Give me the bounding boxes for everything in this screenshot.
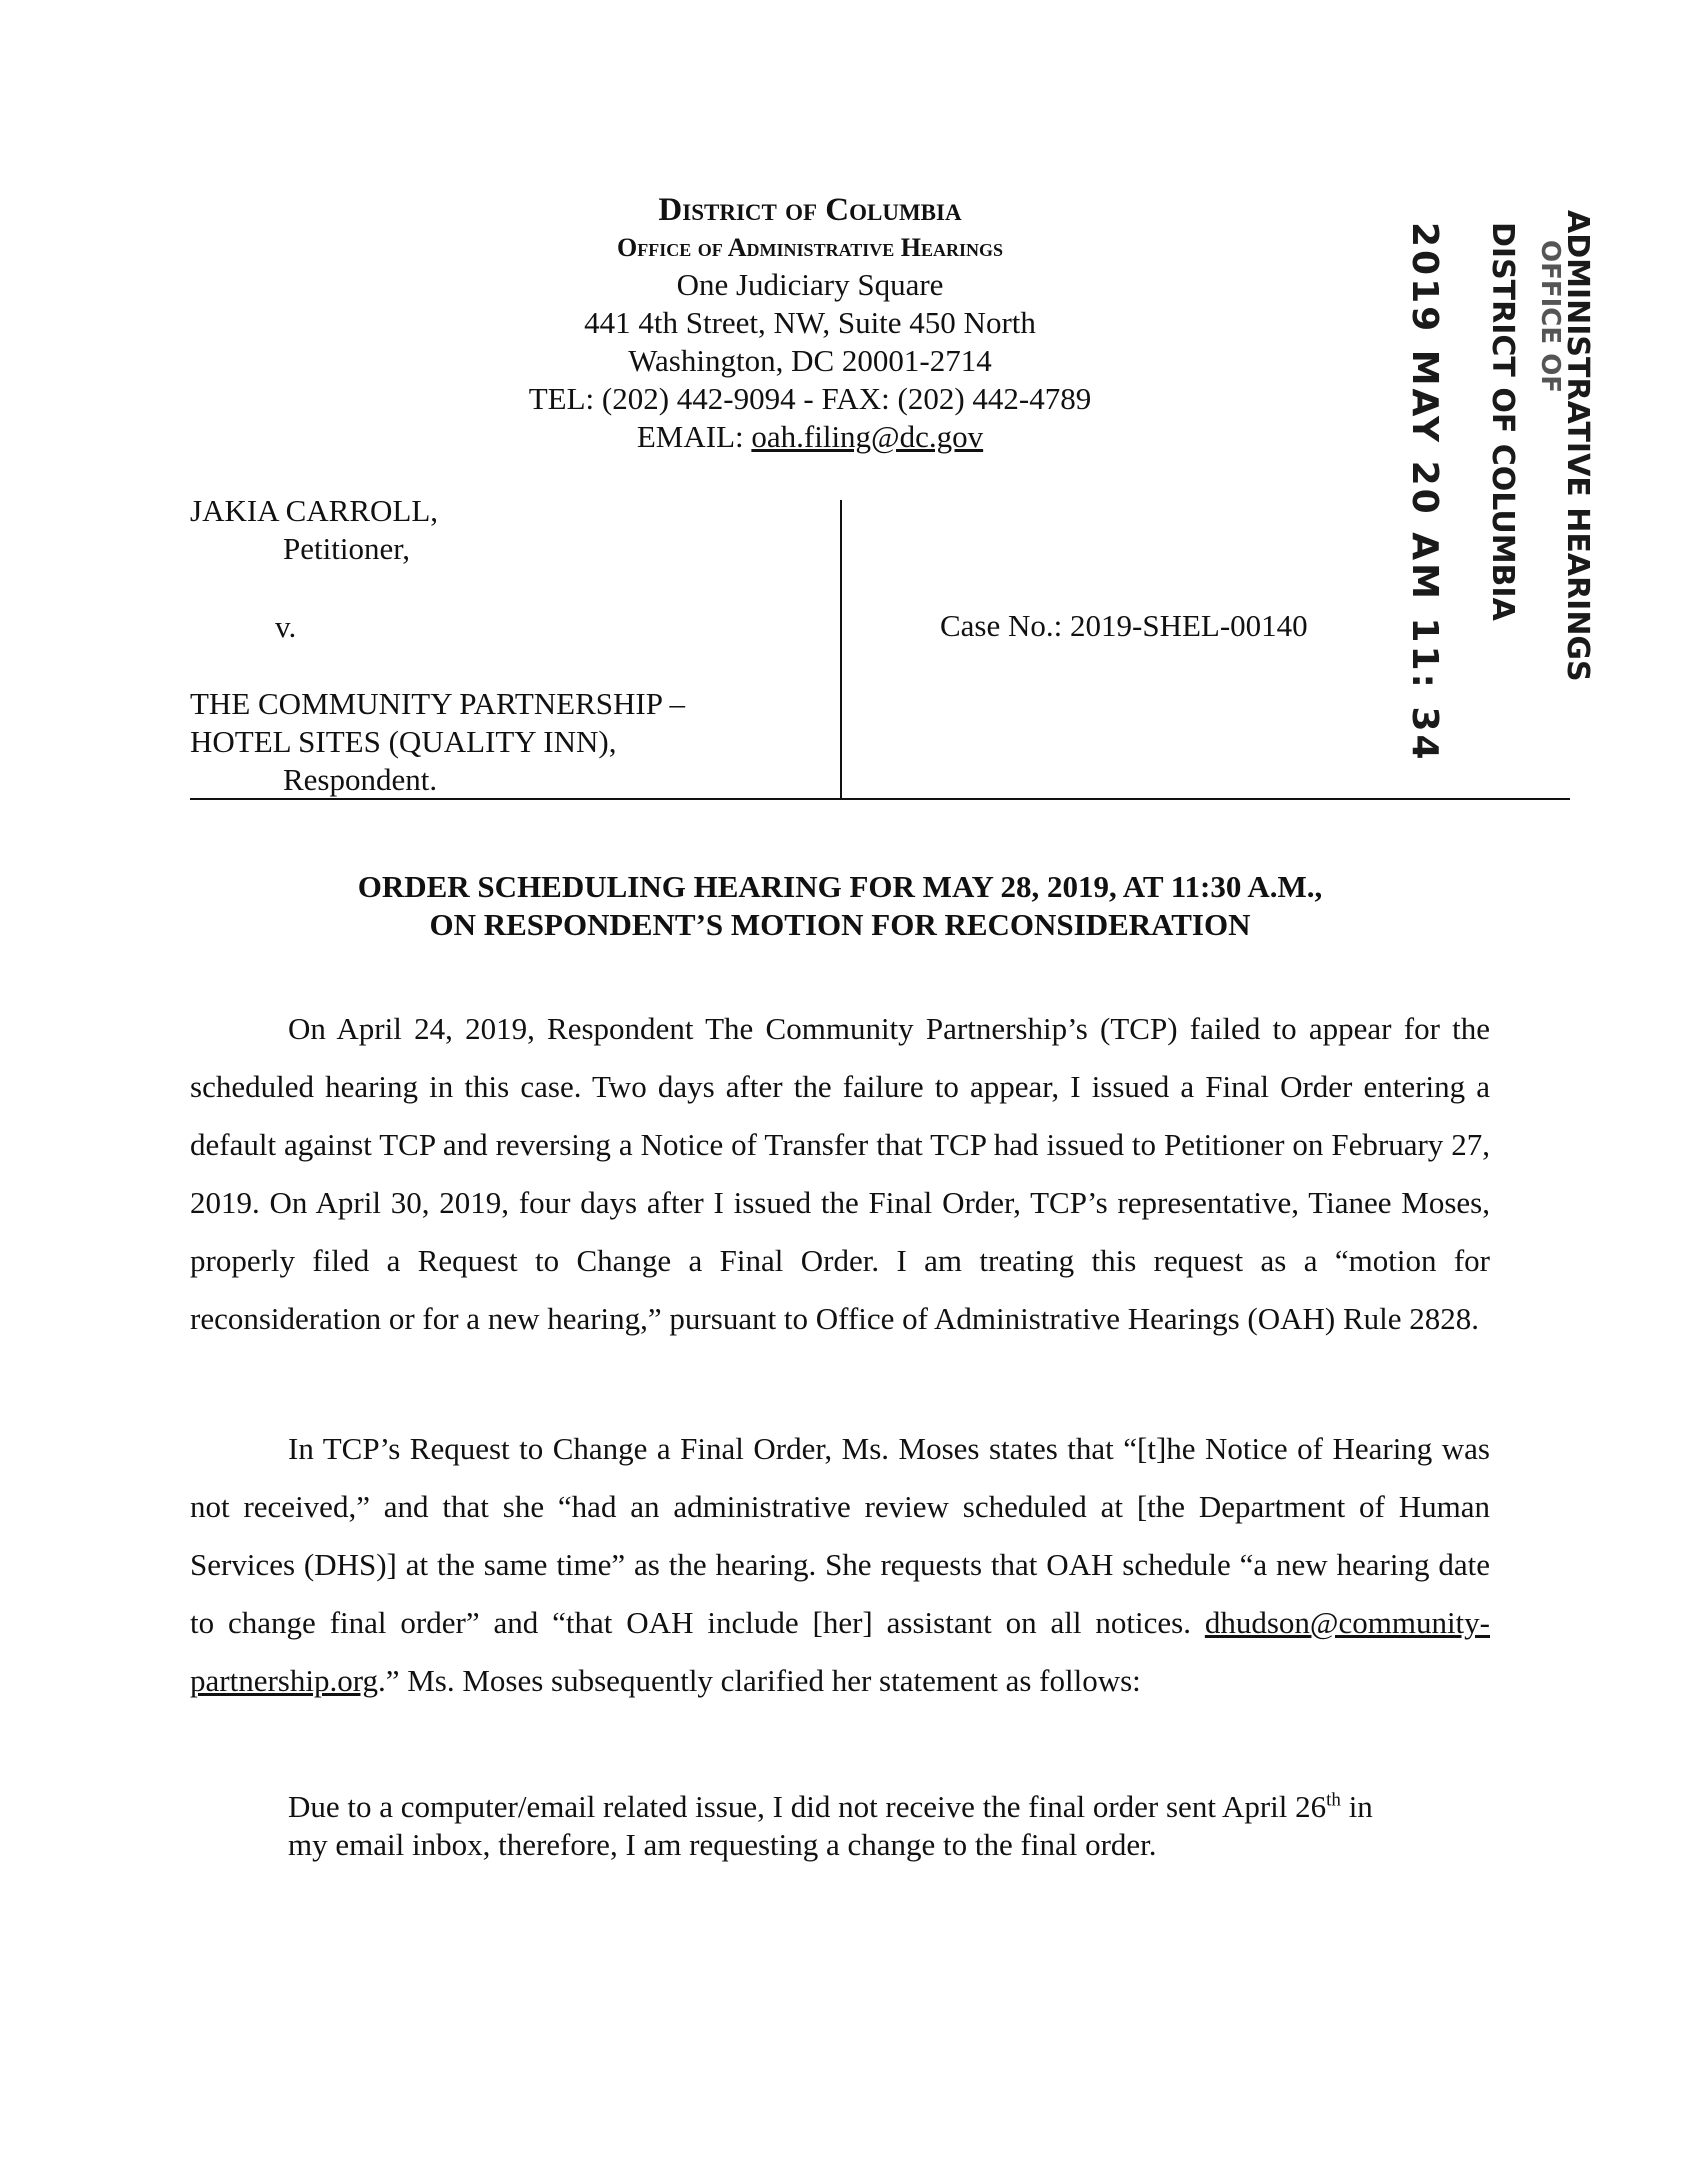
email-line bbox=[420, 418, 1200, 456]
stamp-district: DISTRICT OF COLUMBIA bbox=[1485, 222, 1520, 621]
letterhead bbox=[420, 190, 1200, 456]
address-line-1: One Judiciary Square bbox=[676, 267, 944, 302]
block-quote bbox=[288, 1788, 1388, 1864]
address-line-2: 441 4th Street, NW, Suite 450 North bbox=[584, 305, 1036, 340]
respondent-role: Respondent. bbox=[283, 762, 438, 797]
stamp-datetime: 2019 MAY 20 AM 11: 34 bbox=[1404, 222, 1445, 763]
stamp-hearings: ADMINISTRATIVE HEARINGS bbox=[1560, 210, 1595, 682]
agency-name: District of Columbia bbox=[658, 192, 962, 228]
case-caption bbox=[190, 480, 1570, 800]
petitioner-role: Petitioner, bbox=[283, 531, 411, 566]
paragraph-2 bbox=[190, 1420, 1490, 1710]
order-title bbox=[190, 868, 1490, 944]
petitioner-name: JAKIA CARROLL, bbox=[190, 493, 439, 528]
quote-text-2: in my email inbox, therefore, I am requesting a change to the final order. bbox=[288, 1789, 1373, 1862]
assistant-email-link[interactable]: dhudson@community-partnership.org bbox=[190, 1605, 1490, 1698]
email-label: EMAIL: bbox=[636, 419, 744, 454]
versus: v. bbox=[275, 609, 297, 644]
caption-underline bbox=[190, 798, 1570, 800]
order-title-line-2: ON RESPONDENT’S MOTION FOR RECONSIDERATION bbox=[429, 907, 1251, 942]
phone-fax: TEL: (202) 442-9094 - FAX: (202) 442-4789 bbox=[528, 381, 1092, 416]
quote-text-1: Due to a computer/email related issue, I did not receive the final order sent April 26 bbox=[288, 1789, 1327, 1824]
office-name: Office of Administrative Hearings bbox=[617, 233, 1003, 262]
paragraph-1 bbox=[190, 1000, 1490, 1348]
respondent-line-2: HOTEL SITES (QUALITY INN), bbox=[190, 724, 617, 759]
case-number: Case No.: 2019-SHEL-00140 bbox=[940, 608, 1308, 643]
address-line-3: Washington, DC 20001-2714 bbox=[628, 343, 992, 378]
paragraph-1-text: On April 24, 2019, Respondent The Community Partnership’s (TCP) failed to appear for the scheduled hearing in this case. Two days after the failure to appear, I issued a Final Order entering a default against TCP and reversing a Notice of Transfer that TCP had issued to Petitioner on February 27, 2019. On April 30, 2019, four days after I issued the Final Order, TCP’s representative, Tianee Moses, properly filed a Request to Change a Final Order. I am treating this request as a “motion for reconsideration or for a new hearing,” pursuant to Office of Administrative Hearings (OAH) Rule 2828. bbox=[190, 1011, 1490, 1336]
email-link[interactable]: oah.filing@dc.gov bbox=[751, 419, 984, 454]
quote-superscript: th bbox=[1326, 1789, 1341, 1811]
order-title-line-1: ORDER SCHEDULING HEARING FOR MAY 28, 2019, AT 11:30 A.M., bbox=[357, 869, 1323, 904]
caption-divider bbox=[840, 500, 842, 800]
stamp-office: OFFICE OF bbox=[1535, 240, 1565, 394]
paragraph-2-text: In TCP’s Request to Change a Final Order, Ms. Moses states that “[t]he Notice of Hearing was not received,” and that she “had an administrative review scheduled at [the Department of Human Services (DHS)] at the same time” as the hearing. She requests that OAH schedule “a new hearing date to change final order” and “that OAH include [her] assistant on all notices. bbox=[190, 1431, 1490, 1640]
paragraph-2-tail: .” Ms. Moses subsequently clarified her statement as follows: bbox=[377, 1663, 1141, 1698]
respondent-line-1: THE COMMUNITY PARTNERSHIP – bbox=[190, 686, 686, 721]
